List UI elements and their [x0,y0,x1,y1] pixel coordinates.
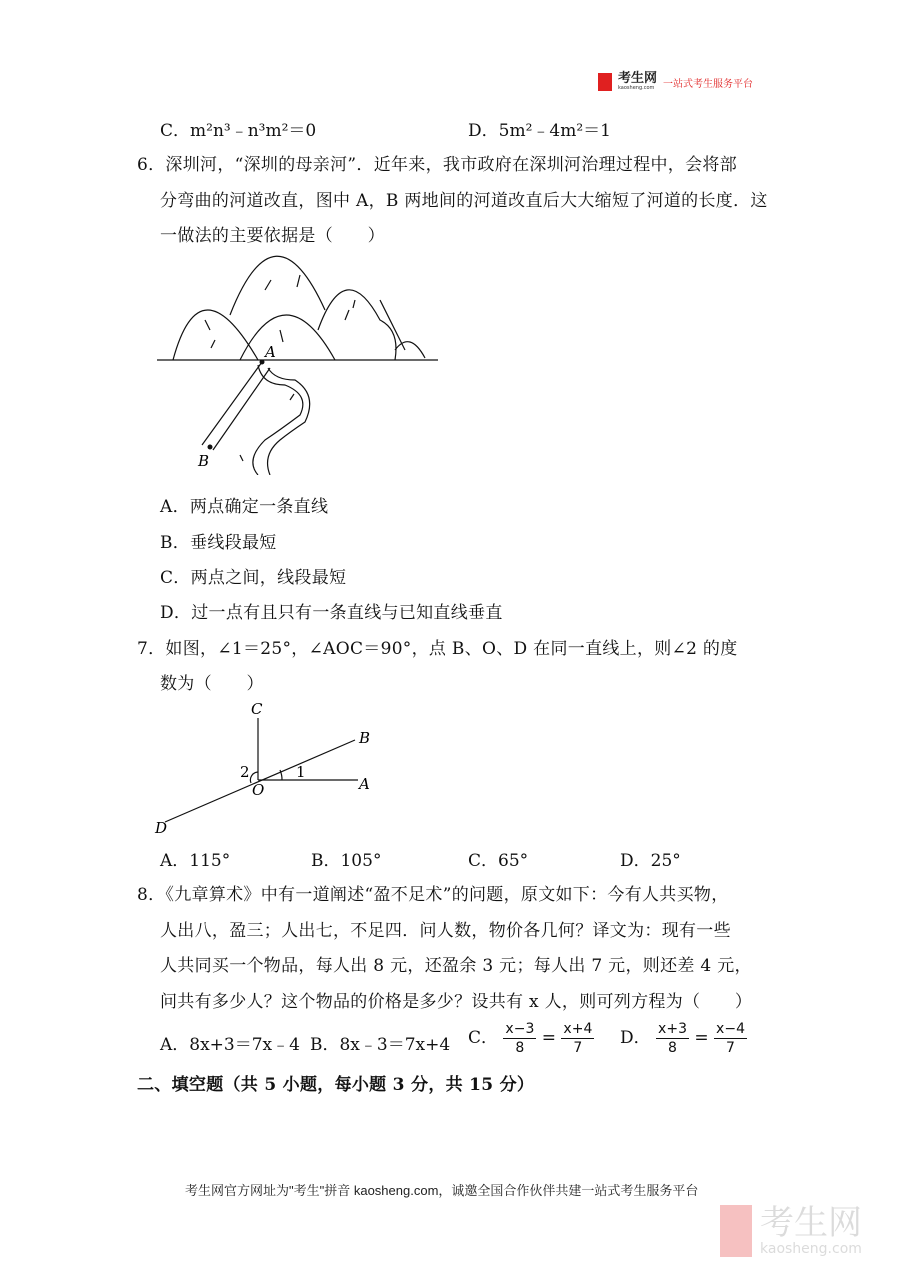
q6-line: 分弯曲的河道改直，图中 A，B 两地间的河道改直后大大缩短了河道的长度．这 [160,191,768,211]
fraction [503,1020,536,1057]
fraction [561,1020,594,1057]
logo-mark-icon [598,73,612,91]
q6-option-d: D．过一点有且只有一条直线与已知直线垂直 [160,603,503,623]
equals: = [694,1028,709,1048]
option-label: D． [620,1028,651,1048]
q8-option-b: B．8x﹣3＝7x+4 [310,1035,451,1055]
numerator: x+3 [658,1021,687,1037]
denominator: 7 [726,1040,735,1056]
point-b [208,445,213,450]
denominator: 8 [515,1040,525,1056]
section-title: 二、填空题（共 5 小题，每小题 3 分，共 15 分） [137,1075,535,1095]
point-a [260,360,265,365]
q6-line: 一做法的主要依据是（ ） [160,226,385,246]
label-a: A [265,343,276,361]
label-c: C [251,700,263,718]
fraction [714,1020,747,1057]
q8-option-c [468,1020,594,1057]
q6-river-figure [150,250,450,475]
numerator: x−4 [716,1021,745,1037]
fraction [656,1020,689,1057]
q5-option-c: C．m²n³﹣n³m²＝0 [160,121,317,141]
label-angle-2: 2 [240,763,250,781]
q7-option-c: C．65° [468,851,529,871]
q7-option-b: B．105° [311,851,382,871]
q7-option-a: A．115° [160,851,231,871]
q8-option-a: A．8x+3＝7x﹣4 [160,1035,300,1055]
footer-text: 考生网官方网址为"考生"拼音 kaosheng.com，诚邀全国合作伙伴共建一站式考生服务平台 [185,1183,699,1198]
logo-name: 考生网 [618,71,658,86]
numerator: x−3 [505,1021,535,1037]
label-angle-1: 1 [296,763,306,781]
logo-domain: kaosheng.com [618,85,655,91]
q7-line: 7．如图，∠1＝25°，∠AOC＝90°，点 B、O、D 在同一直线上，则∠2 的度 [137,639,738,659]
label-d: D [155,819,168,837]
watermark-mark-icon [720,1205,752,1257]
equals: = [541,1028,557,1048]
q5-option-d: D．5m²﹣4m²＝1 [468,121,611,141]
q8-line: 问共有多少人？这个物品的价格是多少？设共有 x 人，则可列方程为（ ） [160,992,753,1012]
numerator: x+4 [563,1021,593,1037]
label-o: O [252,781,265,799]
q8-line: 人出八，盈三；人出七，不足四．问人数，物价各几何？译文为：现有一些 [160,921,731,941]
denominator: 8 [668,1040,677,1056]
denominator: 7 [573,1040,583,1056]
label-a: A [359,775,370,793]
q7-option-d: D．25° [620,851,681,871]
watermark-domain: kaosheng.com [760,1241,862,1257]
header-slogan: 一站式考生服务平台 [663,78,754,90]
q8-option-d [620,1020,747,1057]
q6-option-c: C．两点之间，线段最短 [160,568,347,588]
q7-angle-figure [150,695,380,840]
q7-line: 数为（ ） [160,674,264,694]
q6-option-b: B．垂线段最短 [160,533,277,553]
label-b: B [198,452,210,470]
q8-line: 人共同买一个物品，每人出 8 元，还盈余 3 元；每人出 7 元，则还差 4 元， [160,956,752,976]
q8-line: 8．《九章算术》中有一道阐述“盈不足术”的问题，原文如下：今有人共买物， [137,885,729,905]
label-b: B [359,729,371,747]
option-label: C． [468,1028,499,1048]
q6-option-a: A．两点确定一条直线 [160,497,329,517]
watermark-name: 考生网 [760,1203,862,1243]
header-logo [598,73,753,91]
watermark-logo [720,1205,862,1257]
q6-line: 6．深圳河，“深圳的母亲河”．近年来，我市政府在深圳河治理过程中，会将部 [137,155,737,175]
